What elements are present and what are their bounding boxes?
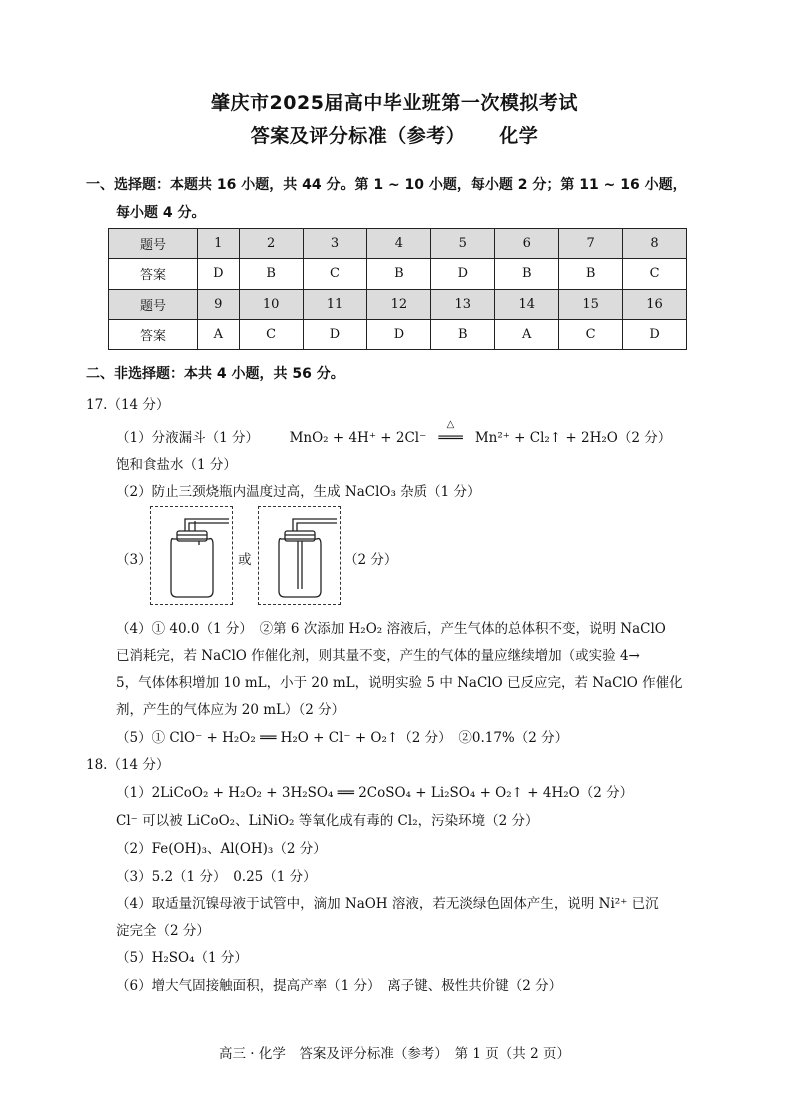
q17-line2: 饱和食盐水（1 分）: [116, 457, 237, 473]
table-row: [109, 289, 687, 319]
table-cell: D: [303, 319, 367, 349]
subtitle-answer-key: 答案及评分标准（参考）: [250, 125, 466, 147]
table-cell: B: [495, 259, 559, 289]
table-cell: 题号: [109, 289, 198, 319]
exam-subtitle: [0, 121, 789, 148]
q17-part4-line4: 剂，产生的气体应为 20 mL）（2 分）: [116, 702, 346, 718]
table-cell: C: [623, 259, 687, 289]
table-cell: C: [303, 259, 367, 289]
heating-condition-arrow: △ ═══: [431, 430, 471, 446]
q18-label: 18.（14 分）: [86, 757, 170, 773]
table-cell: 7: [559, 229, 623, 259]
table-cell: 5: [431, 229, 495, 259]
table-cell: D: [367, 319, 431, 349]
q17-part4-line3: 5，气体体积增加 10 mL，小于 20 mL，说明实验 5 中 NaClO 已反应完，若 NaClO 作催化: [116, 675, 683, 691]
q18-part3: （3）5.2（1 分） 0.25（1 分）: [116, 869, 317, 885]
table-cell: 3: [303, 229, 367, 259]
table-cell: 13: [431, 289, 495, 319]
q17-part5: （5）① ClO⁻ + H₂O₂ ══ H₂O + Cl⁻ + O₂↑（2 分） ②0.17%（2 分）: [116, 730, 569, 746]
q17-label: 17.（14 分）: [86, 397, 170, 413]
q17-part1: [116, 419, 672, 446]
table-cell: C: [559, 319, 623, 349]
gas-bottle-diagram-b: [258, 506, 341, 605]
page-footer: 高三 · 化学 答案及评分标准（参考） 第 1 页（共 2 页）: [219, 1046, 570, 1062]
table-cell: 15: [559, 289, 623, 319]
section2-heading: 二、非选择题：本共 4 小题，共 56 分。: [86, 366, 345, 382]
table-cell: 11: [303, 289, 367, 319]
table-cell: 6: [495, 229, 559, 259]
q18-part5: （5）H₂SO₄（1 分）: [116, 950, 248, 966]
q18-part2: （2）Fe(OH)₃、Al(OH)₃（2 分）: [116, 841, 327, 857]
section1-heading-cont: 每小题 4 分。: [116, 205, 206, 221]
gas-washing-bottle-long-tube-icon: [259, 507, 340, 604]
q17-part1-answer: （1）分液漏斗（1 分）: [116, 430, 259, 446]
table-cell: A: [198, 319, 240, 349]
table-cell: 8: [623, 229, 687, 259]
heat-symbol: △: [446, 419, 455, 430]
table-cell: 10: [239, 289, 303, 319]
table-cell: 4: [367, 229, 431, 259]
exam-title: 肇庆市2025届高中毕业班第一次模拟考试: [211, 92, 578, 114]
table-cell: B: [559, 259, 623, 289]
table-cell: D: [431, 259, 495, 289]
table-cell: B: [239, 259, 303, 289]
gas-washing-bottle-short-tube-icon: [151, 507, 232, 604]
table-cell: 答案: [109, 319, 198, 349]
table-row: [109, 229, 687, 259]
q18-part4-line2: 淀完全（2 分）: [116, 923, 210, 939]
q17-part4-line2: 已消耗完，若 NaClO 作催化剂，则其量不变，产生的气体的量应继续增加（或实验 4→: [116, 648, 640, 664]
table-cell: D: [623, 319, 687, 349]
section1-heading: 一、选择题：本题共 16 小题，共 44 分。第 1 ~ 10 小题，每小题 2 分；第 11 ~ 16 小题，: [86, 177, 687, 193]
table-cell: B: [431, 319, 495, 349]
subtitle-subject: 化学: [499, 125, 539, 147]
table-cell: 16: [623, 289, 687, 319]
q18-part1-line2: Cl⁻ 可以被 LiCoO₂、LiNiO₂ 等氧化成有毒的 Cl₂，污染环境（2 分）: [116, 813, 539, 829]
gas-bottle-diagram-a: [150, 506, 233, 605]
table-cell: 答案: [109, 259, 198, 289]
table-cell: B: [367, 259, 431, 289]
table-cell: 12: [367, 289, 431, 319]
q17-equation-right: Mn²⁺ + Cl₂↑ + 2H₂O（2 分）: [474, 430, 672, 446]
table-cell: 题号: [109, 229, 198, 259]
table-cell: 9: [198, 289, 240, 319]
q18-part6: （6）增大气固接触面积，提高产率（1 分） 离子键、极性共价键（2 分）: [116, 978, 563, 994]
table-cell: 2: [239, 229, 303, 259]
table-row: [109, 319, 687, 349]
q17-or-label: 或: [238, 552, 252, 568]
q17-part3-score: （2 分）: [344, 552, 398, 568]
table-row: [109, 259, 687, 289]
q18-part1-line1: （1）2LiCoO₂ + H₂O₂ + 3H₂SO₄ ══ 2CoSO₄ + Li₂SO₄ + O₂↑ + 4H₂O（2 分）: [116, 785, 634, 801]
table-cell: 14: [495, 289, 559, 319]
table-cell: C: [239, 319, 303, 349]
q17-part3-prefix: （3）: [116, 552, 152, 568]
table-cell: D: [198, 259, 240, 289]
q18-part4-line1: （4）取适量沉镍母液于试管中，滴加 NaOH 溶液，若无淡绿色固体产生，说明 Ni²⁺ 已沉: [116, 896, 659, 912]
table-cell: 1: [198, 229, 240, 259]
q17-part2: （2）防止三颈烧瓶内温度过高，生成 NaClO₃ 杂质（1 分）: [116, 484, 481, 500]
q17-part4-line1: （4）① 40.0（1 分） ②第 6 次添加 H₂O₂ 溶液后，产生气体的总体积不变，说明 NaClO: [116, 621, 666, 637]
q17-equation-left: MnO₂ + 4H⁺ + 2Cl⁻: [289, 430, 427, 446]
multiple-choice-answer-table: [108, 228, 687, 350]
table-cell: A: [495, 319, 559, 349]
